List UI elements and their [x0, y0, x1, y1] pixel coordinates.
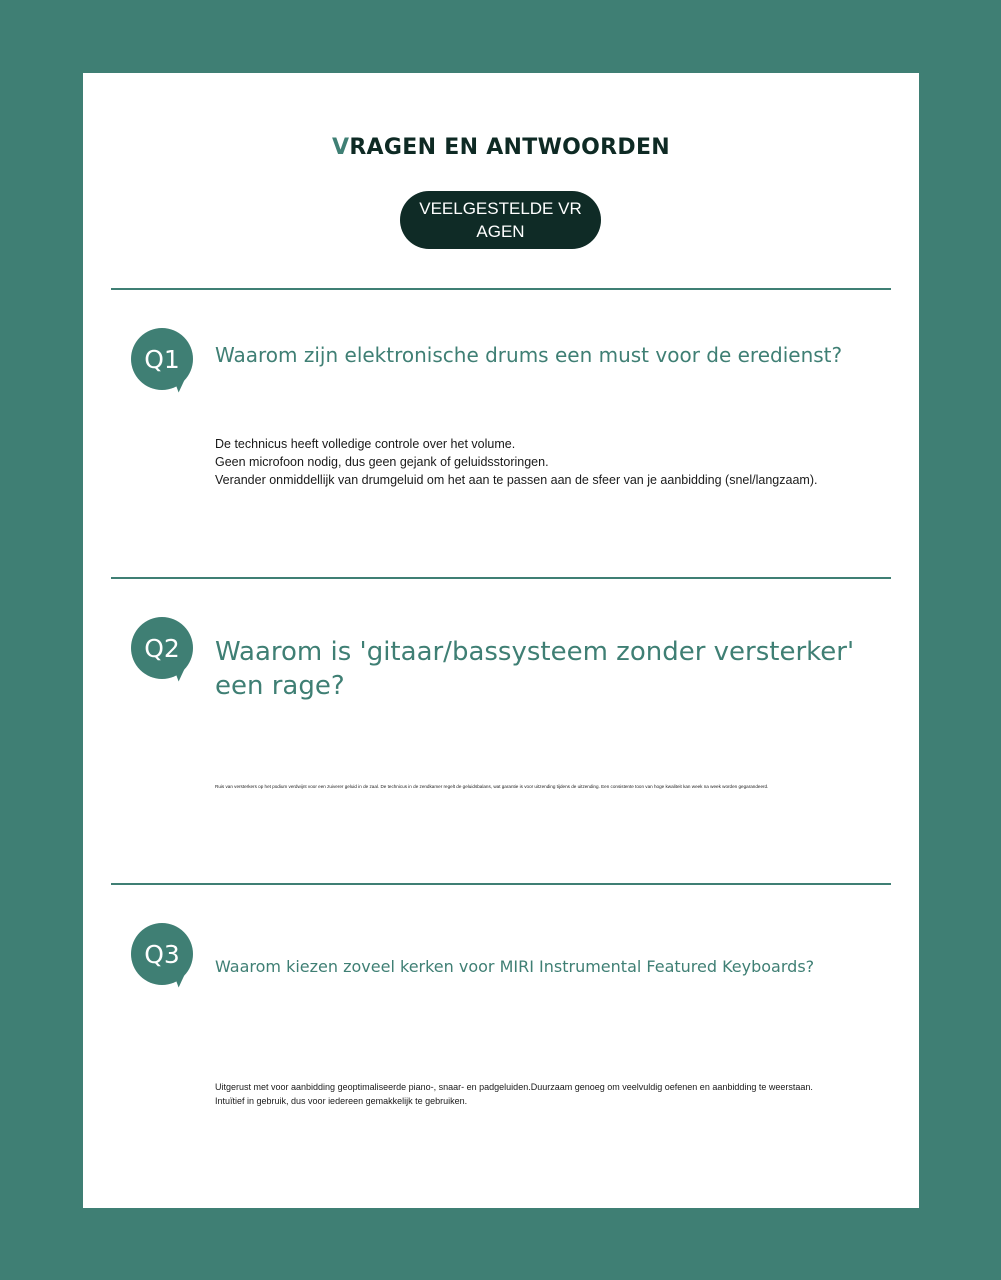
q3-answer: [215, 1080, 813, 1108]
faq-pill-label: VEELGESTELDE VRAGEN: [419, 199, 582, 241]
page-title-rest: RAGEN EN ANTWOORDEN: [349, 135, 670, 160]
q1-question: Waarom zijn elektronische drums een must voor de eredienst?: [215, 343, 843, 367]
answer-line: Ruis van versterkers op het podium verdwijnt voor een zuiverer geluid in de zaal. De technicus in de zendkamer regelt de geluidsbalans, wat garantie is voor uitzending tijdens de uitzending. Een consistente toon van hoge kwaliteit kan week na week worden gegarandeerd.: [215, 784, 769, 789]
answer-line: Geen microfoon nodig, dus geen gejank of geluidsstoringen.: [215, 455, 549, 469]
divider: [111, 883, 891, 885]
q3-question: Waarom kiezen zoveel kerken voor MIRI Instrumental Featured Keyboards?: [215, 957, 815, 976]
faq-card: [83, 73, 919, 1208]
q2-badge-label: Q2: [144, 633, 180, 663]
q1-badge-label: Q1: [144, 344, 180, 374]
q3-badge: [131, 923, 193, 985]
answer-line: Verander onmiddellijk van drumgeluid om het aan te passen aan de sfeer van je aanbidding (snel/langzaam).: [215, 473, 818, 487]
divider: [111, 288, 891, 290]
q1-badge: [131, 328, 193, 390]
q2-badge: [131, 617, 193, 679]
answer-line: De technicus heeft volledige controle over het volume.: [215, 437, 516, 451]
page-title-accent: V: [331, 135, 350, 160]
answer-line: Intuïtief in gebruik, dus voor iedereen gemakkelijk te gebruiken.: [215, 1096, 468, 1106]
divider: [111, 577, 891, 579]
q3-badge-label: Q3: [144, 939, 180, 969]
q1-answer: [215, 435, 817, 489]
q2-answer: [215, 783, 768, 790]
answer-line: Uitgerust met voor aanbidding geoptimaliseerde piano-, snaar- en padgeluiden.Duurzaam genoeg om veelvuldig oefenen en aanbidding te weerstaan.: [215, 1082, 813, 1092]
faq-pill-button[interactable]: [400, 191, 601, 249]
q2-question: Waarom is 'gitaar/bassysteem zonder versterker' een rage?: [215, 637, 855, 701]
page-title: [83, 135, 919, 160]
